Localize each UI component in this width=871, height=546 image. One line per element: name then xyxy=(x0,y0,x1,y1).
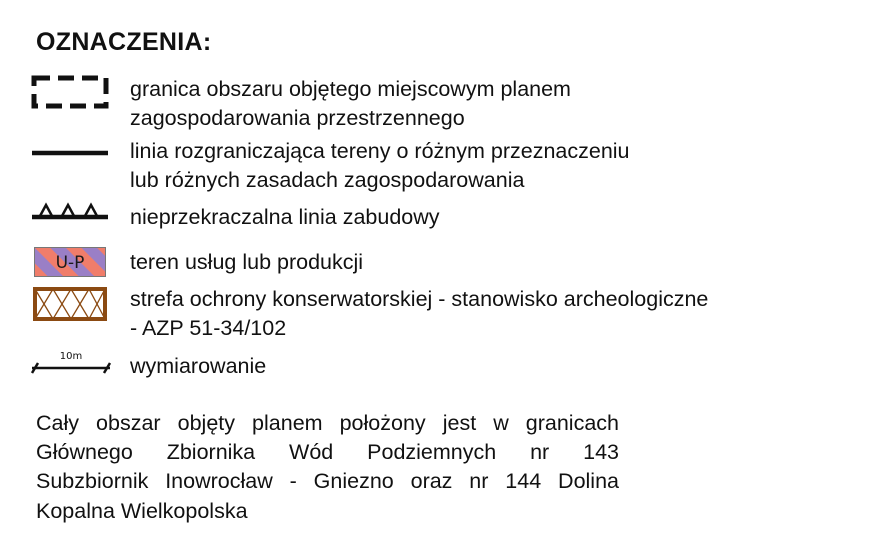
legend-line: - AZP 51-34/102 xyxy=(130,316,287,340)
dashed-boundary-icon xyxy=(30,74,110,110)
dimension-icon xyxy=(30,348,112,376)
legend-title: OZNACZENIA: xyxy=(36,28,212,56)
zone-badge-label: U-P xyxy=(55,253,85,273)
legend-line: strefa ochrony konserwatorskiej - stanowisko archeologiczne xyxy=(130,287,709,311)
hatched-zone-icon xyxy=(33,287,107,321)
note-line: Kopalna Wielkopolska xyxy=(36,498,248,523)
legend-line: teren usług lub produkcji xyxy=(130,250,364,274)
note-line: Cały obszar objęty planem położony jest w granicach xyxy=(36,411,619,435)
legend-line: nieprzekraczalna linia zabudowy xyxy=(130,205,440,229)
note-paragraph xyxy=(36,409,619,526)
legend-line: granica obszaru objętego miejscowym planem xyxy=(130,77,571,101)
legend-line: zagospodarowania przestrzennego xyxy=(130,106,465,130)
legend-text-conservation-zone xyxy=(130,285,708,343)
note-line: Subzbiornik Inowrocław - Gniezno oraz nr 144 Dolina xyxy=(36,469,619,494)
dimension-label: 10m xyxy=(59,351,83,362)
note-line: Głównego Zbiornika Wód Podziemnych nr 143 xyxy=(36,440,619,465)
legend-line: linia rozgraniczająca tereny o różnym przeznaczeniu xyxy=(130,139,630,163)
legend-line: lub różnych zasadach zagospodarowania xyxy=(130,168,525,192)
legend-text-plan-boundary xyxy=(130,75,571,133)
legend-text-building-line xyxy=(130,203,440,232)
legend-line: wymiarowanie xyxy=(130,354,267,378)
legend-text-services-zone xyxy=(130,248,363,277)
solid-line-icon xyxy=(30,147,110,159)
zone-swatch-icon xyxy=(34,247,106,277)
building-line-icon xyxy=(30,199,110,221)
legend-text-dimensioning xyxy=(130,352,266,381)
legend-text-dividing-line xyxy=(130,137,630,195)
